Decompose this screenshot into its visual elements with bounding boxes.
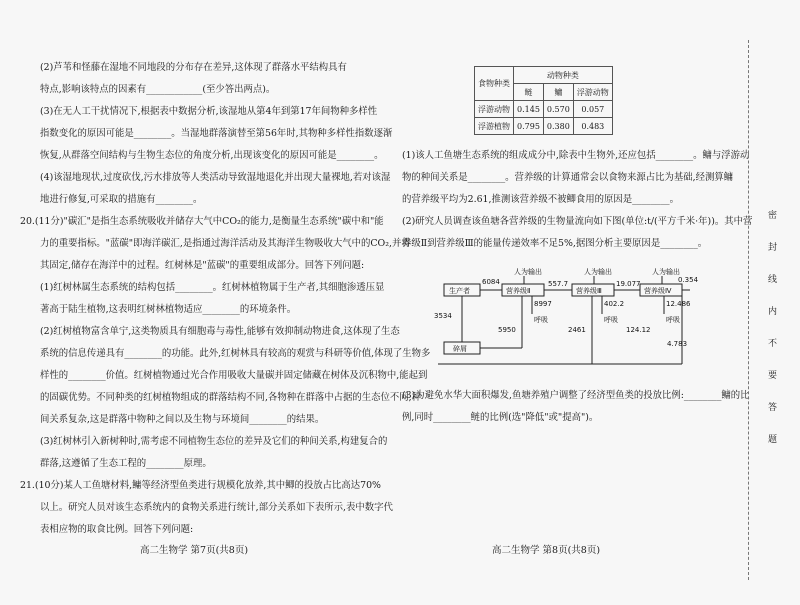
text-line: 例,同时________鲢的比例(选"降低"或"提高")。 <box>402 412 599 423</box>
text-line: 间关系复杂,这是群落中物种之间以及生物与环境间________的结果。 <box>40 414 325 425</box>
table-col-header: 浮游动物 <box>573 84 612 101</box>
energy-flow-diagram <box>432 268 699 374</box>
text-line: 力的重要指标。"蓝碳"即海洋碳汇,是指通过海洋活动及其海洋生物吸收大气中的CO₂,并将 <box>40 238 411 249</box>
text-line: 群落,这遵循了生态工程的________原理。 <box>40 458 212 469</box>
human-output-label: 人为输出 <box>584 268 612 276</box>
flow-value: 402.2 <box>604 300 625 308</box>
respiration-label: 呼吸 <box>604 316 618 324</box>
seal-char: 不 <box>768 339 778 349</box>
respiration-label: 呼吸 <box>666 316 680 324</box>
text-line: (1)红树林属生态系统的结构包括________。红树林植物属于生产者,其细胞渗透压显 <box>40 282 385 293</box>
text-line: 地进行修复,可采取的措施有________。 <box>40 194 203 205</box>
flow-value: 12.486 <box>666 300 691 308</box>
text-line: (3)红树林引入新树种时,需考虑不同植物生态位的差异及它们的种间关系,构建复合的 <box>40 436 388 447</box>
diet-table <box>474 66 613 135</box>
text-line: 其固定,储存在海洋中的过程。红树林是"蓝碳"的重要组成部分。回答下列问题: <box>40 260 365 271</box>
flow-value: 2461 <box>568 326 586 334</box>
flow-value: 4.783 <box>667 340 688 348</box>
flow-value: 557.7 <box>548 280 569 288</box>
text-line: 养级Ⅱ到营养级Ⅲ的能量传递效率不足5%,据图分析主要原因是________。 <box>402 238 708 249</box>
table-row-header: 食物种类 <box>475 67 514 101</box>
seal-line <box>748 40 749 580</box>
text-line: (2)研究人员调查该鱼塘各营养级的生物量流向如下图(单位:t/(平方千米·年))。其中营 <box>402 216 753 227</box>
text-line: 样性的________价值。红树植物通过光合作用吸收大量碳并固定储藏在树体及沉积物中,能起到 <box>40 370 428 381</box>
respiration-label: 呼吸 <box>534 316 548 324</box>
text-line: (3)在无人工干扰情况下,根据表中数据分析,该湿地从第4年到第17年间物种多样性 <box>40 106 378 117</box>
table-col-group: 动物种类 <box>514 67 613 84</box>
level2-label: 营养级Ⅱ <box>506 287 531 295</box>
flow-value: 3534 <box>434 312 452 320</box>
text-line: 物的种间关系是________。营养级的计算通常会以食物来源占比为基础,经测算鳙 <box>402 172 734 183</box>
table-cell: 0.145 <box>514 101 544 118</box>
seal-char: 密 <box>768 211 778 221</box>
table-cell: 浮游植物 <box>475 118 514 135</box>
flow-value: 5950 <box>498 326 516 334</box>
text-line: 著高于陆生植物,这表明红树林植物适应________的环境条件。 <box>40 304 297 315</box>
seal-char: 封 <box>768 243 778 253</box>
text-line: (3)为避免水华大面积爆发,鱼塘养殖户调整了经济型鱼类的投放比例:________鳙的比 <box>402 390 750 401</box>
seal-char: 内 <box>768 307 778 317</box>
flow-value: 19.077 <box>616 280 641 288</box>
text-line: 的固碳优势。不同种类的红树植物组成的群落结构不同,各物种在群落中占据的生态位不同,种 <box>40 392 421 403</box>
text-line: 恢复,从群落空间结构与生物生态位的角度分析,出现该变化的原因可能是________。 <box>40 150 384 161</box>
level4-label: 营养级Ⅳ <box>644 287 672 295</box>
table-cell: 0.380 <box>543 118 573 135</box>
text-line: 以上。研究人员对该生态系统内的食物关系进行统计,部分关系如下表所示,表中数字代 <box>40 502 393 513</box>
flow-value: 6084 <box>482 278 500 286</box>
seal-char: 答 <box>768 403 778 413</box>
human-output-label: 人为输出 <box>514 268 542 276</box>
table-row <box>475 118 613 135</box>
flow-value: 0.354 <box>678 276 699 284</box>
text-line: (2)红树植物富含单宁,这类物质具有细胞毒与毒性,能够有效抑制动物进食,这体现了生态 <box>40 326 400 337</box>
flow-value: 8997 <box>534 300 552 308</box>
seal-char: 题 <box>768 435 778 445</box>
level3-label: 营养级Ⅲ <box>576 287 602 295</box>
table-cell: 0.795 <box>514 118 544 135</box>
table-cell: 0.570 <box>543 101 573 118</box>
seal-char: 线 <box>768 275 778 285</box>
text-line: (4)该湿地现状,过度砍伐,污水排放等人类活动导致湿地退化并出现大量裸地,若对该湿 <box>40 172 391 183</box>
flow-value: 124.12 <box>626 326 651 334</box>
text-line: 系统的信息传递具有________的功能。此外,红树林具有较高的观赏与科研等价值,体现了生物多 <box>40 348 431 359</box>
text-line: 表相应物的取食比例。回答下列问题: <box>40 524 194 535</box>
text-line: (1)该人工鱼塘生态系统的组成成分中,除表中生物外,还应包括________。鳙与浮游动 <box>402 150 750 161</box>
table-row <box>475 101 613 118</box>
seal-char: 要 <box>768 371 778 381</box>
text-line: 指数变化的原因可能是________。当湿地群落演替至第56年时,其物种多样性指数逐渐 <box>40 128 393 139</box>
question-21: 21.(10分)某人工鱼塘材料,鳙等经济型鱼类进行规模化放养,其中鲫的投放占比高达70% <box>20 480 381 491</box>
producer-label: 生产者 <box>449 287 470 295</box>
human-output-label: 人为输出 <box>652 268 680 276</box>
table-cell: 浮游动物 <box>475 101 514 118</box>
page-footer: 高二生物学 第7页(共8页) <box>140 545 249 556</box>
text-line: 特点,影响该特点的因素有____________(至少答出两点)。 <box>40 84 276 95</box>
table-col-header: 鲢 <box>514 84 544 101</box>
table-cell: 0.483 <box>573 118 612 135</box>
table-cell: 0.057 <box>573 101 612 118</box>
table-col-header: 鳙 <box>543 84 573 101</box>
text-line: (2)芦苇和怪藤在湿地不同地段的分布存在差异,这体现了群落水平结构具有 <box>40 62 347 73</box>
detritus-label: 碎屑 <box>453 345 467 353</box>
question-20: 20.(11分)"碳汇"是指生态系统吸收并储存大气中CO₂的能力,是衡量生态系统"碳中和"能 <box>20 216 384 227</box>
text-line: 的营养级平均为2.61,推测该营养级不被鲫食用的原因是________。 <box>402 194 679 205</box>
page-footer: 高二生物学 第8页(共8页) <box>492 545 601 556</box>
